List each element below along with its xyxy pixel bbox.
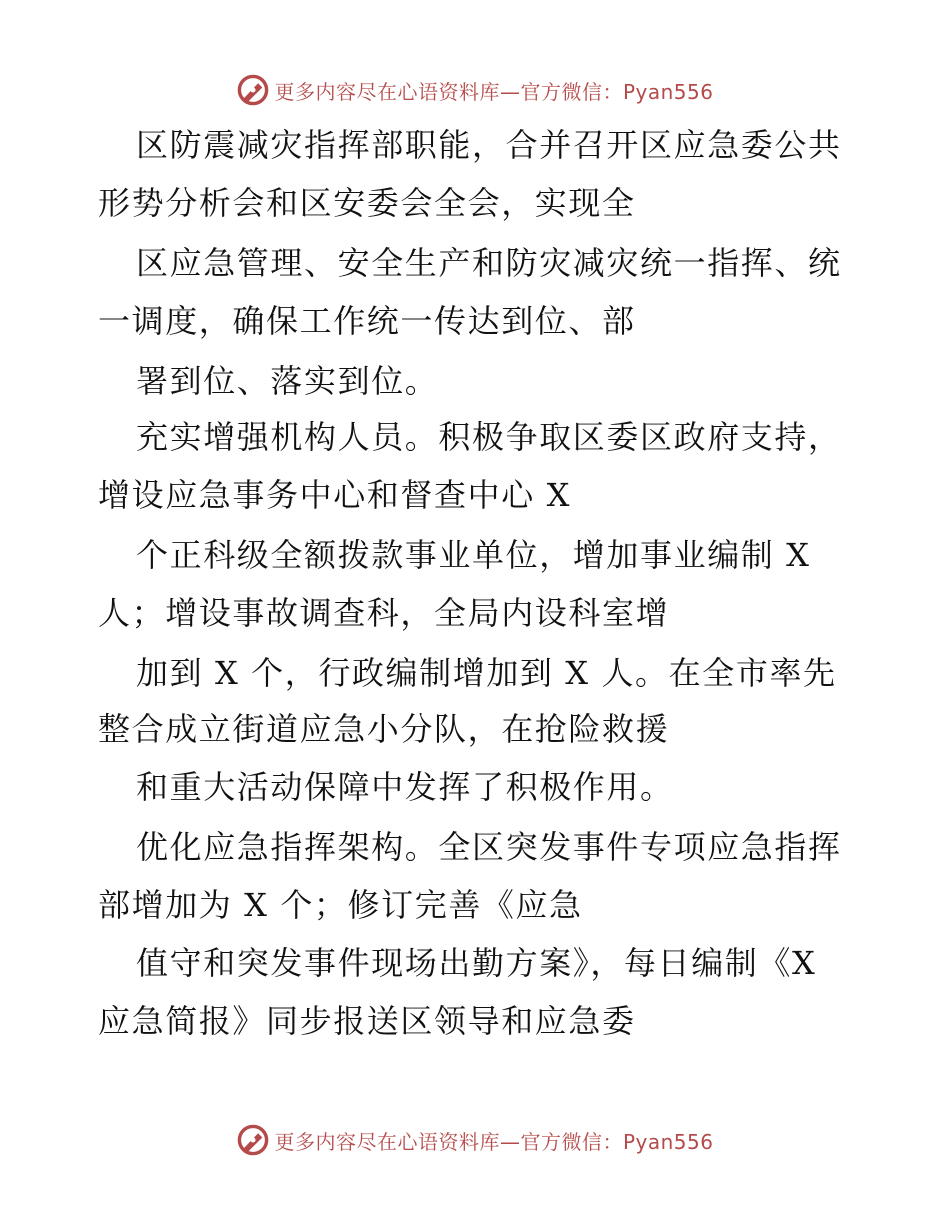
body-line-13: 优化应急指挥架构。全区突发事件专项应急指挥 (136, 828, 842, 866)
body-line-11: 整合成立街道应急小分队，在抢险救援 (98, 710, 670, 748)
pen-nib-logo-icon (236, 73, 270, 107)
body-line-14: 部增加为 X 个；修订完善《应急 (98, 886, 583, 924)
body-line-16: 应急简报》同步报送区领导和应急委 (98, 1002, 636, 1040)
body-line-6: 充实增强机构人员。积极争取区委区政府支持， (136, 418, 842, 456)
header-banner (0, 70, 950, 110)
body-line-9: 人；增设事故调查科，全局内设科室增 (98, 594, 670, 632)
body-line-15: 值守和突发事件现场出勤方案》，每日编制《X (136, 944, 817, 982)
body-line-5: 署到位、落实到位。 (136, 362, 439, 400)
body-line-1: 区防震减灾指挥部职能，合并召开区应急委公共 (136, 126, 842, 164)
body-line-4: 一调度，确保工作统一传达到位、部 (98, 302, 636, 340)
pen-nib-logo-icon (236, 1123, 270, 1157)
body-line-12: 和重大活动保障中发挥了积极作用。 (136, 768, 674, 806)
footer-banner (0, 1120, 950, 1160)
body-line-3: 区应急管理、安全生产和防灾减灾统一指挥、统 (136, 244, 842, 282)
body-line-7: 增设应急事务中心和督查中心 X (98, 476, 571, 514)
body-line-10: 加到 X 个，行政编制增加到 X 人。在全市率先 (136, 654, 837, 692)
header-banner-text: 更多内容尽在心语资料库—官方微信：Pyan556 (274, 79, 714, 104)
footer-banner-text: 更多内容尽在心语资料库—官方微信：Pyan556 (274, 1129, 714, 1154)
body-line-2: 形势分析会和区安委会全会，实现全 (98, 184, 636, 222)
body-line-8: 个正科级全额拨款事业单位，增加事业编制 X (136, 536, 811, 574)
